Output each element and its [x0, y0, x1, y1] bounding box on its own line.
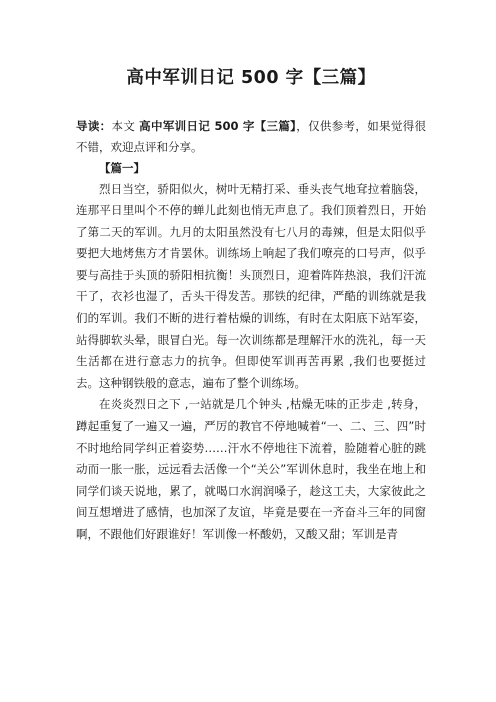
body-paragraph-2: 在炎炎烈日之下 ,一站就是几个钟头 ,枯燥无味的正步走 ,转身，蹲起重复了一遍又一遍，严厉的教官不停地喊着“一、二、三、四”时不时地给同学纠正着姿势……汗水不停地往下流着，脸随着心脏的跳动而一胀一胀，远远看去活像一个“关公”军训休息时，我坐在地上和同学们谈天说地，累了，就喝口水润润嗓子，趁这工夫，大家彼此之间互想增进了感情，也加深了友谊，毕竟是要在一齐奋斗三年的同窗啊，不跟他们好跟谁好！军训像一杯酸奶，又酸又甜；军训是青 [76, 397, 426, 541]
intro-title-reference: 高中军训日记 500 字【三篇】 [139, 119, 297, 133]
intro-lead-label: 导读： [76, 119, 112, 133]
intro-prefix: 本文 [111, 119, 136, 133]
intro-paragraph [76, 116, 426, 157]
body-paragraph-1: 烈日当空，骄阳似火，树叶无精打采、垂头丧气地耷拉着脑袋，连那平日里叫个不停的蝉儿此刻也悄无声息了。我们顶着烈日，开始了第二天的军训。九月的太阳虽然没有七八月的毒辣，但是太阳似乎要把大地烤焦方才肯罢休。训练场上响起了我们嘹亮的口号声，似乎要与高挂于头顶的骄阳相抗衡！头顶烈日，迎着阵阵热浪，我们汗流干了，衣衫也湿了，舌头干得发苦。那铁的纪律，严酷的训练就是我们的军训。我们不断的进行着枯燥的训练，有时在太阳底下站军姿，站得脚软头晕，眼冒白光。每一次训练都是理解汗水的洗礼，每一天生活都在进行意志力的抗争。但即使军训再苦再累 ,我们也要挺过去。这种钢铁般的意志，遍布了整个训练场。 [76, 181, 426, 390]
section-heading: 【篇一】 [99, 161, 145, 175]
intro-suffix: ，仅供参考，如果觉得很不错，欢迎点评和分享。 [76, 119, 427, 154]
document-title: 高中军训日记 500 字【三篇】 [126, 68, 376, 88]
